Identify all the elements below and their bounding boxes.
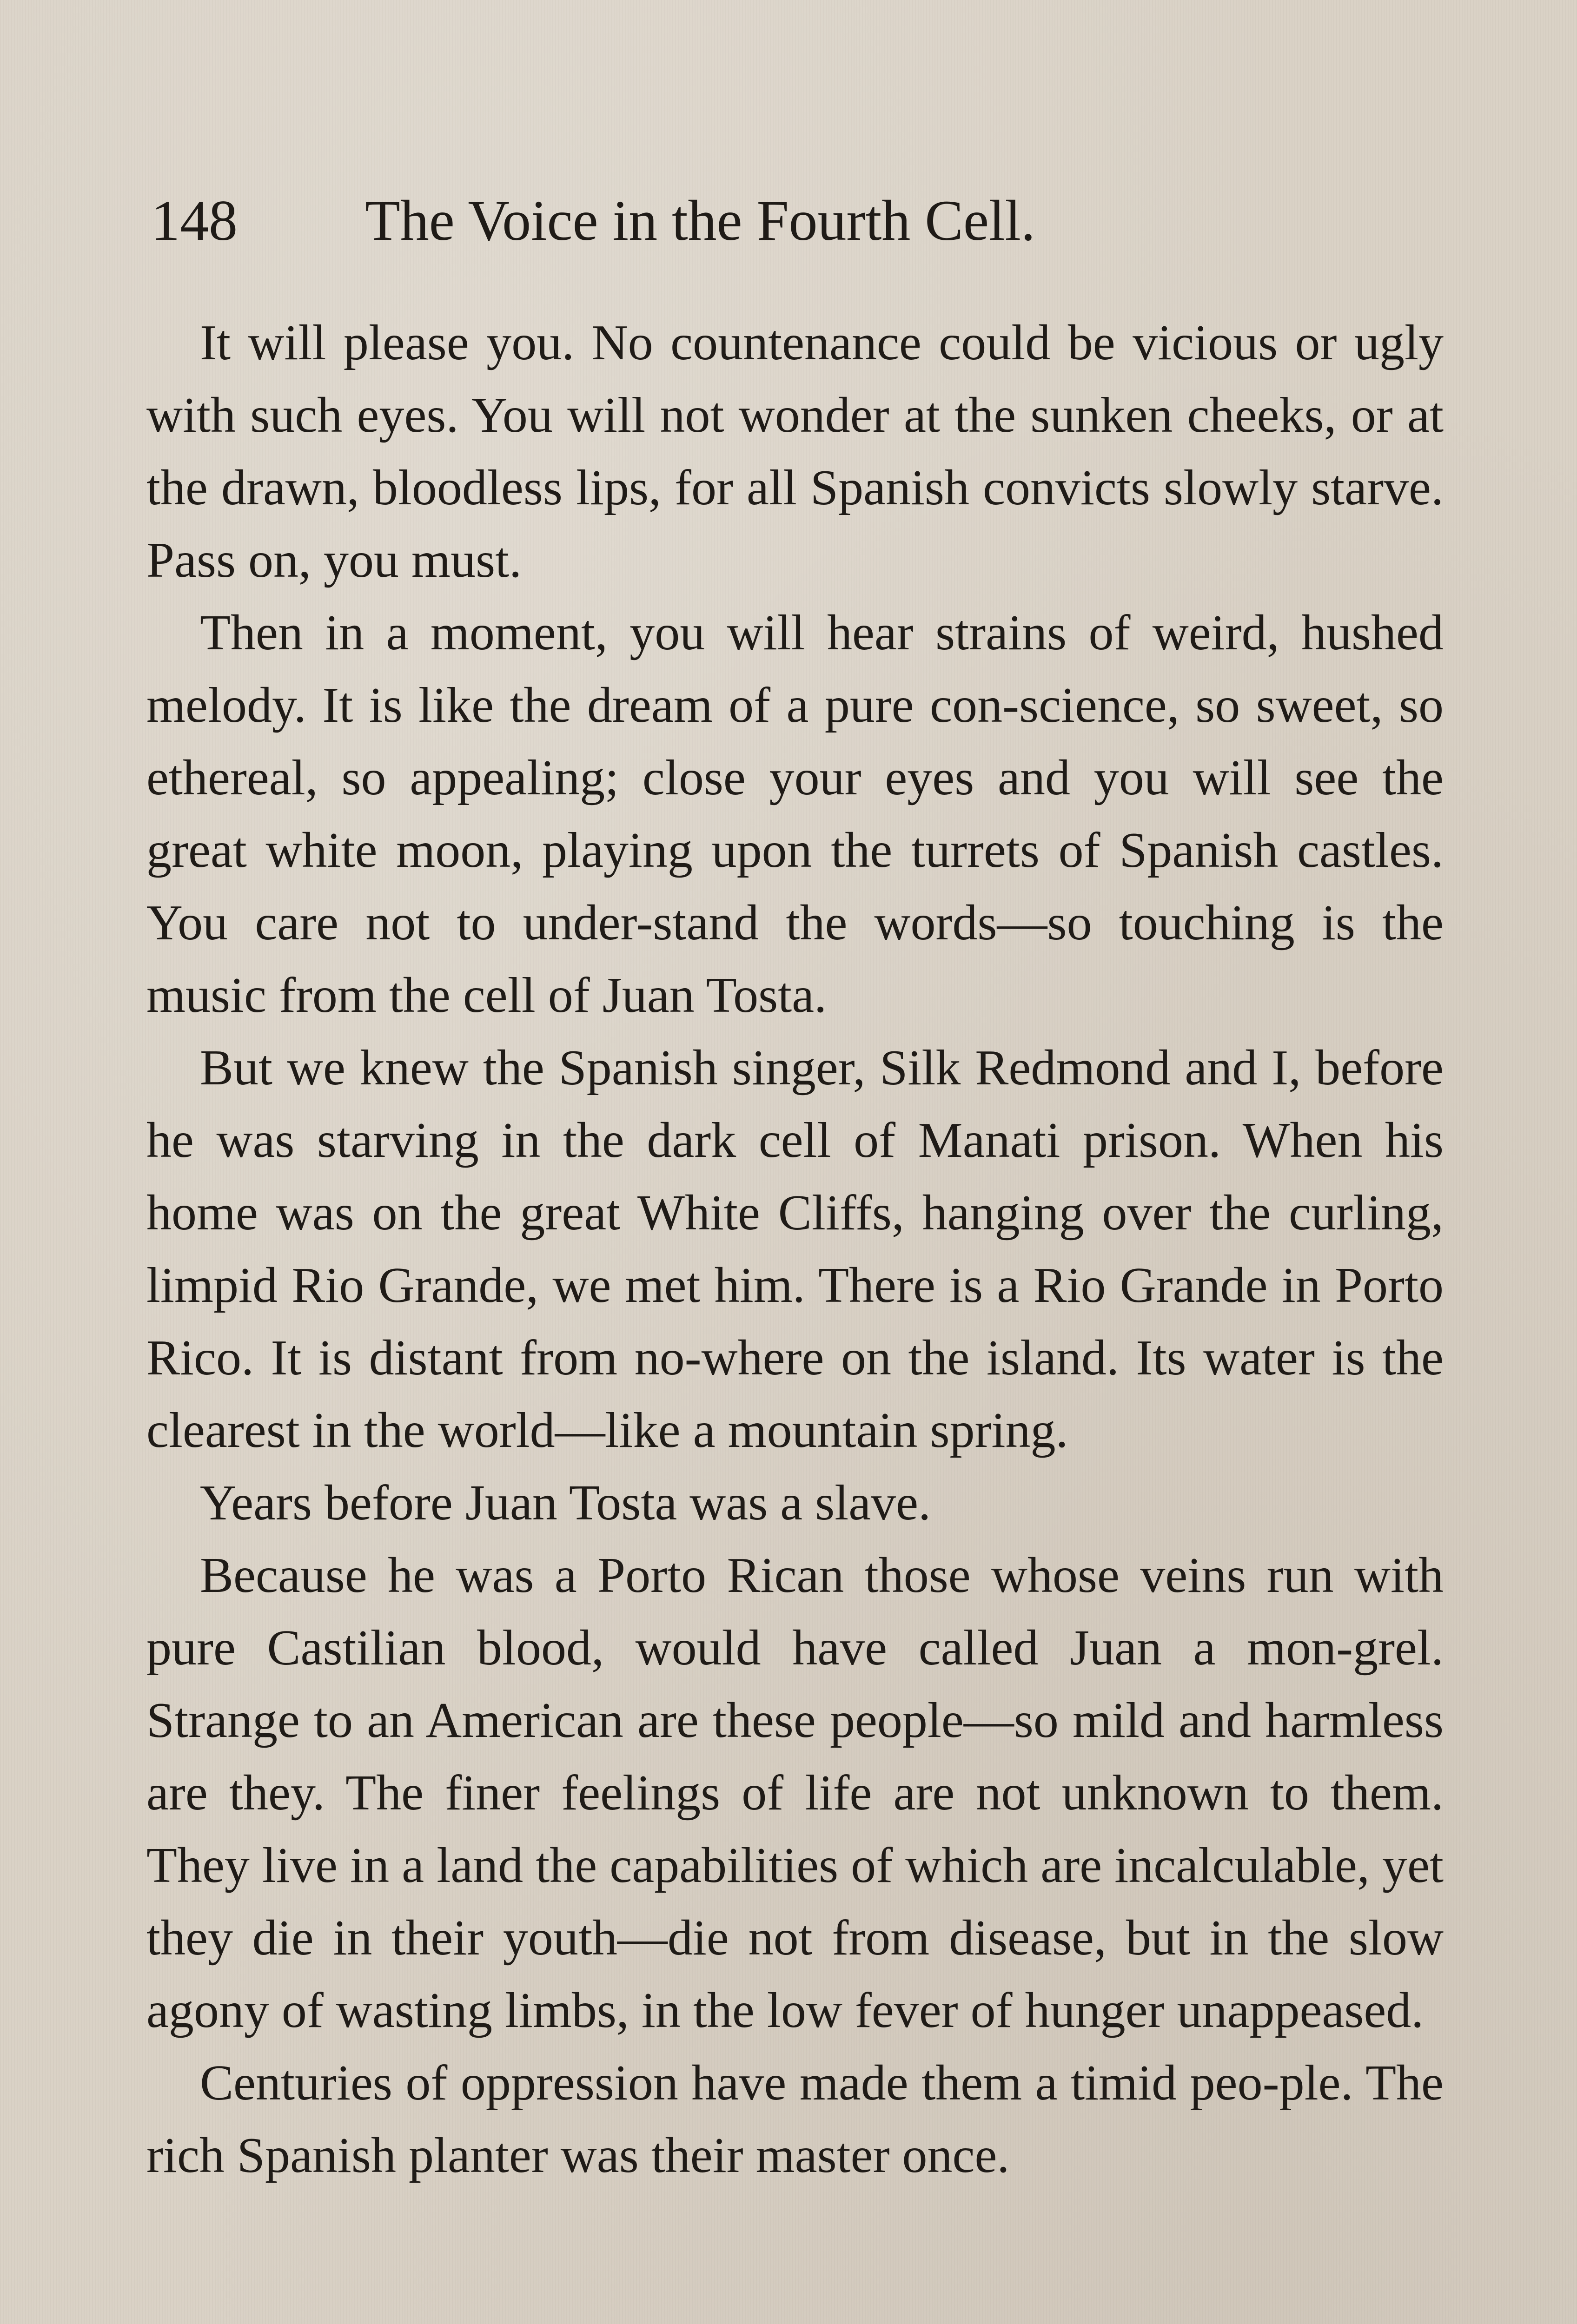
body-text (146, 307, 1444, 2192)
paragraph-3: But we knew the Spanish singer, Silk Redmond and I, before he was starving in the dark cell of Manati prison. When his home was on the great White Cliffs, hanging over the curling, limpid Rio Grande, we met him. There is a Rio Grande in Porto Rico. It is distant from no-where on the island. Its water is the clearest in the world—like a mountain spring. (146, 1040, 1444, 1458)
paragraph-1: It will please you. No countenance could be vicious or ugly with such eyes. You will not wonder at the sunken cheeks, or at the drawn, bloodless lips, for all Spanish convicts slowly starve. Pass on, you must. (146, 315, 1444, 588)
page-number: 148 (151, 189, 238, 252)
paragraph-6: Centuries of oppression have made them a timid peo-ple. The rich Spanish planter was their master once. (146, 2055, 1444, 2183)
running-title: The Voice in the Fourth Cell. (365, 189, 1035, 252)
paragraph-2: Then in a moment, you will hear strains of weird, hushed melody. It is like the dream of a pure con-science, so sweet, so ethereal, so appealing; close your eyes and you will see the great white moon, playing upon the turrets of Spanish castles. You care not to under-stand the words—so touching is the music from the cell of Juan Tosta. (146, 605, 1444, 1023)
paragraph-5: Because he was a Porto Rican those whose veins run with pure Castilian blood, would have called Juan a mon-grel. Strange to an American are these people—so mild and harmless are they. The finer feelings of life are not unknown to them. They live in a land the capabilities of which are incalculable, yet they die in their youth—die not from disease, but in the slow agony of wasting limbs, in the low fever of hunger unappeased. (146, 1548, 1444, 2038)
running-head (151, 184, 1453, 258)
paragraph-4: Years before Juan Tosta was a slave. (200, 1475, 931, 1531)
